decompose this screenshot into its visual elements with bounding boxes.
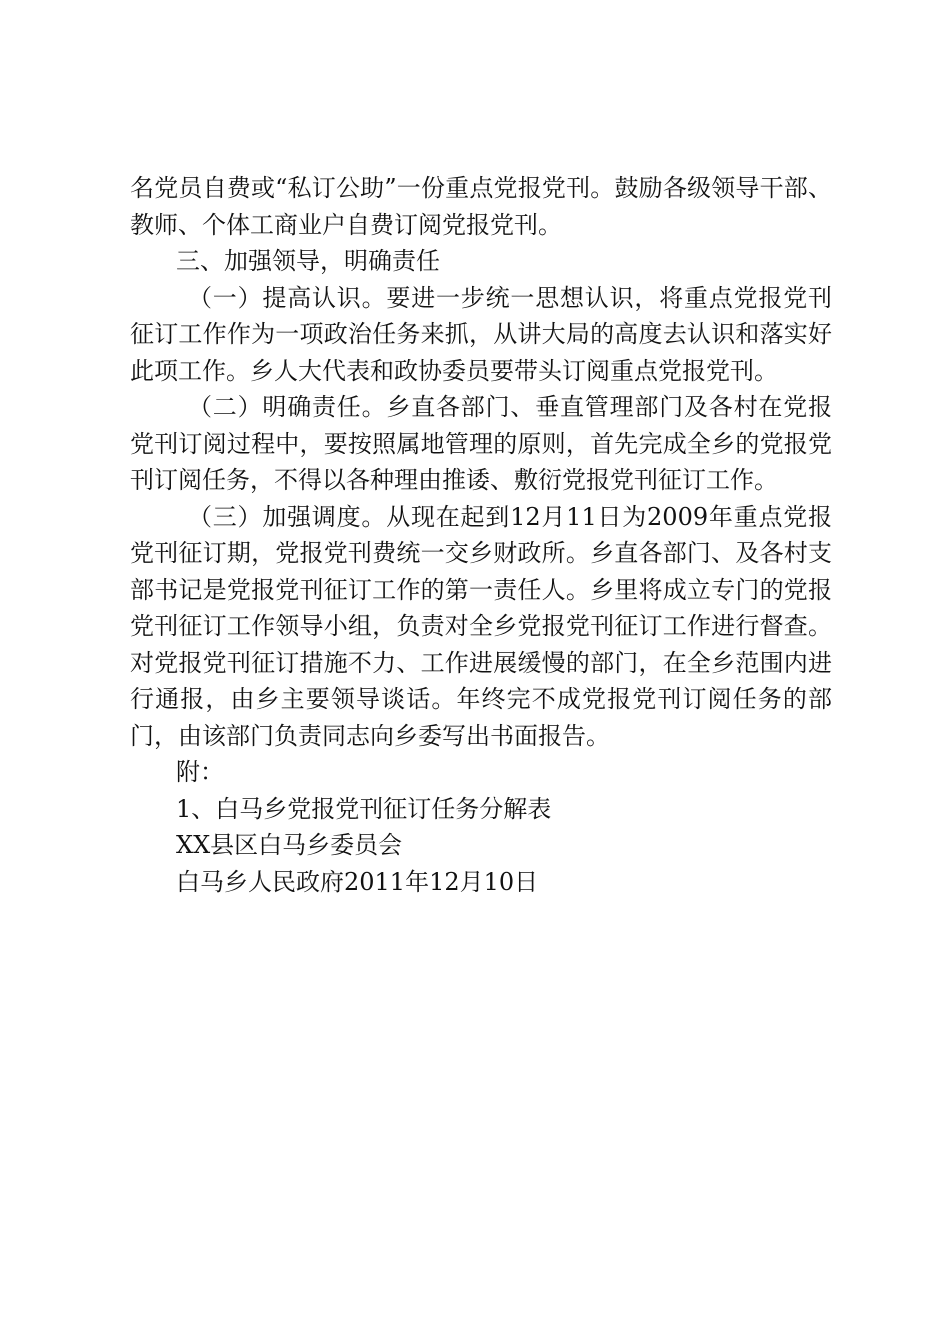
signer-government-date: 白马乡人民政府2011年12月10日 <box>176 867 539 896</box>
document-body <box>130 170 832 900</box>
paragraph-clarify-responsibility: （二）明确责任。乡直各部门、垂直管理部门及各村在党报党刊订阅过程中，要按照属地管理的原则，首先完成全乡的党报党刊订阅任务，不得以各种理由推诿、敷衍党报党刊征订工作。 <box>130 393 832 494</box>
section-heading-leadership: 三、加强领导，明确责任 <box>176 247 440 275</box>
paragraph-strengthen-scheduling: （三）加强调度。从现在起到12月11日为2009年重点党报党刊征订期，党报党刊费统一交乡财政所。乡直各部门、及各村支部书记是党报党刊征订工作的第一责任人。乡里将成立专门的党报党刊征订工作领导小组，负责对全乡党报党刊征订工作进行督查。对党报党刊征订措施不力、工作进展缓慢的部门，在全乡范围内进行通报，由乡主要领导谈话。年终完不成党报党刊订阅任务的部门，由该部门负责同志向乡委写出书面报告。 <box>130 502 832 750</box>
attachment-label: 附： <box>176 758 224 786</box>
signer-committee: XX县区白马乡委员会 <box>176 831 403 859</box>
paragraph-subscription-intro: 名党员自费或“私订公助”一份重点党报党刊。鼓励各级领导干部、教师、个体工商业户自费订阅党报党刊。 <box>130 174 832 239</box>
attachment-item: 1、白马乡党报党刊征订任务分解表 <box>176 794 552 823</box>
paragraph-raise-awareness: （一）提高认识。要进一步统一思想认识，将重点党报党刊征订工作作为一项政治任务来抓，从讲大局的高度去认识和落实好此项工作。乡人大代表和政协委员要带头订阅重点党报党刊。 <box>130 283 832 385</box>
